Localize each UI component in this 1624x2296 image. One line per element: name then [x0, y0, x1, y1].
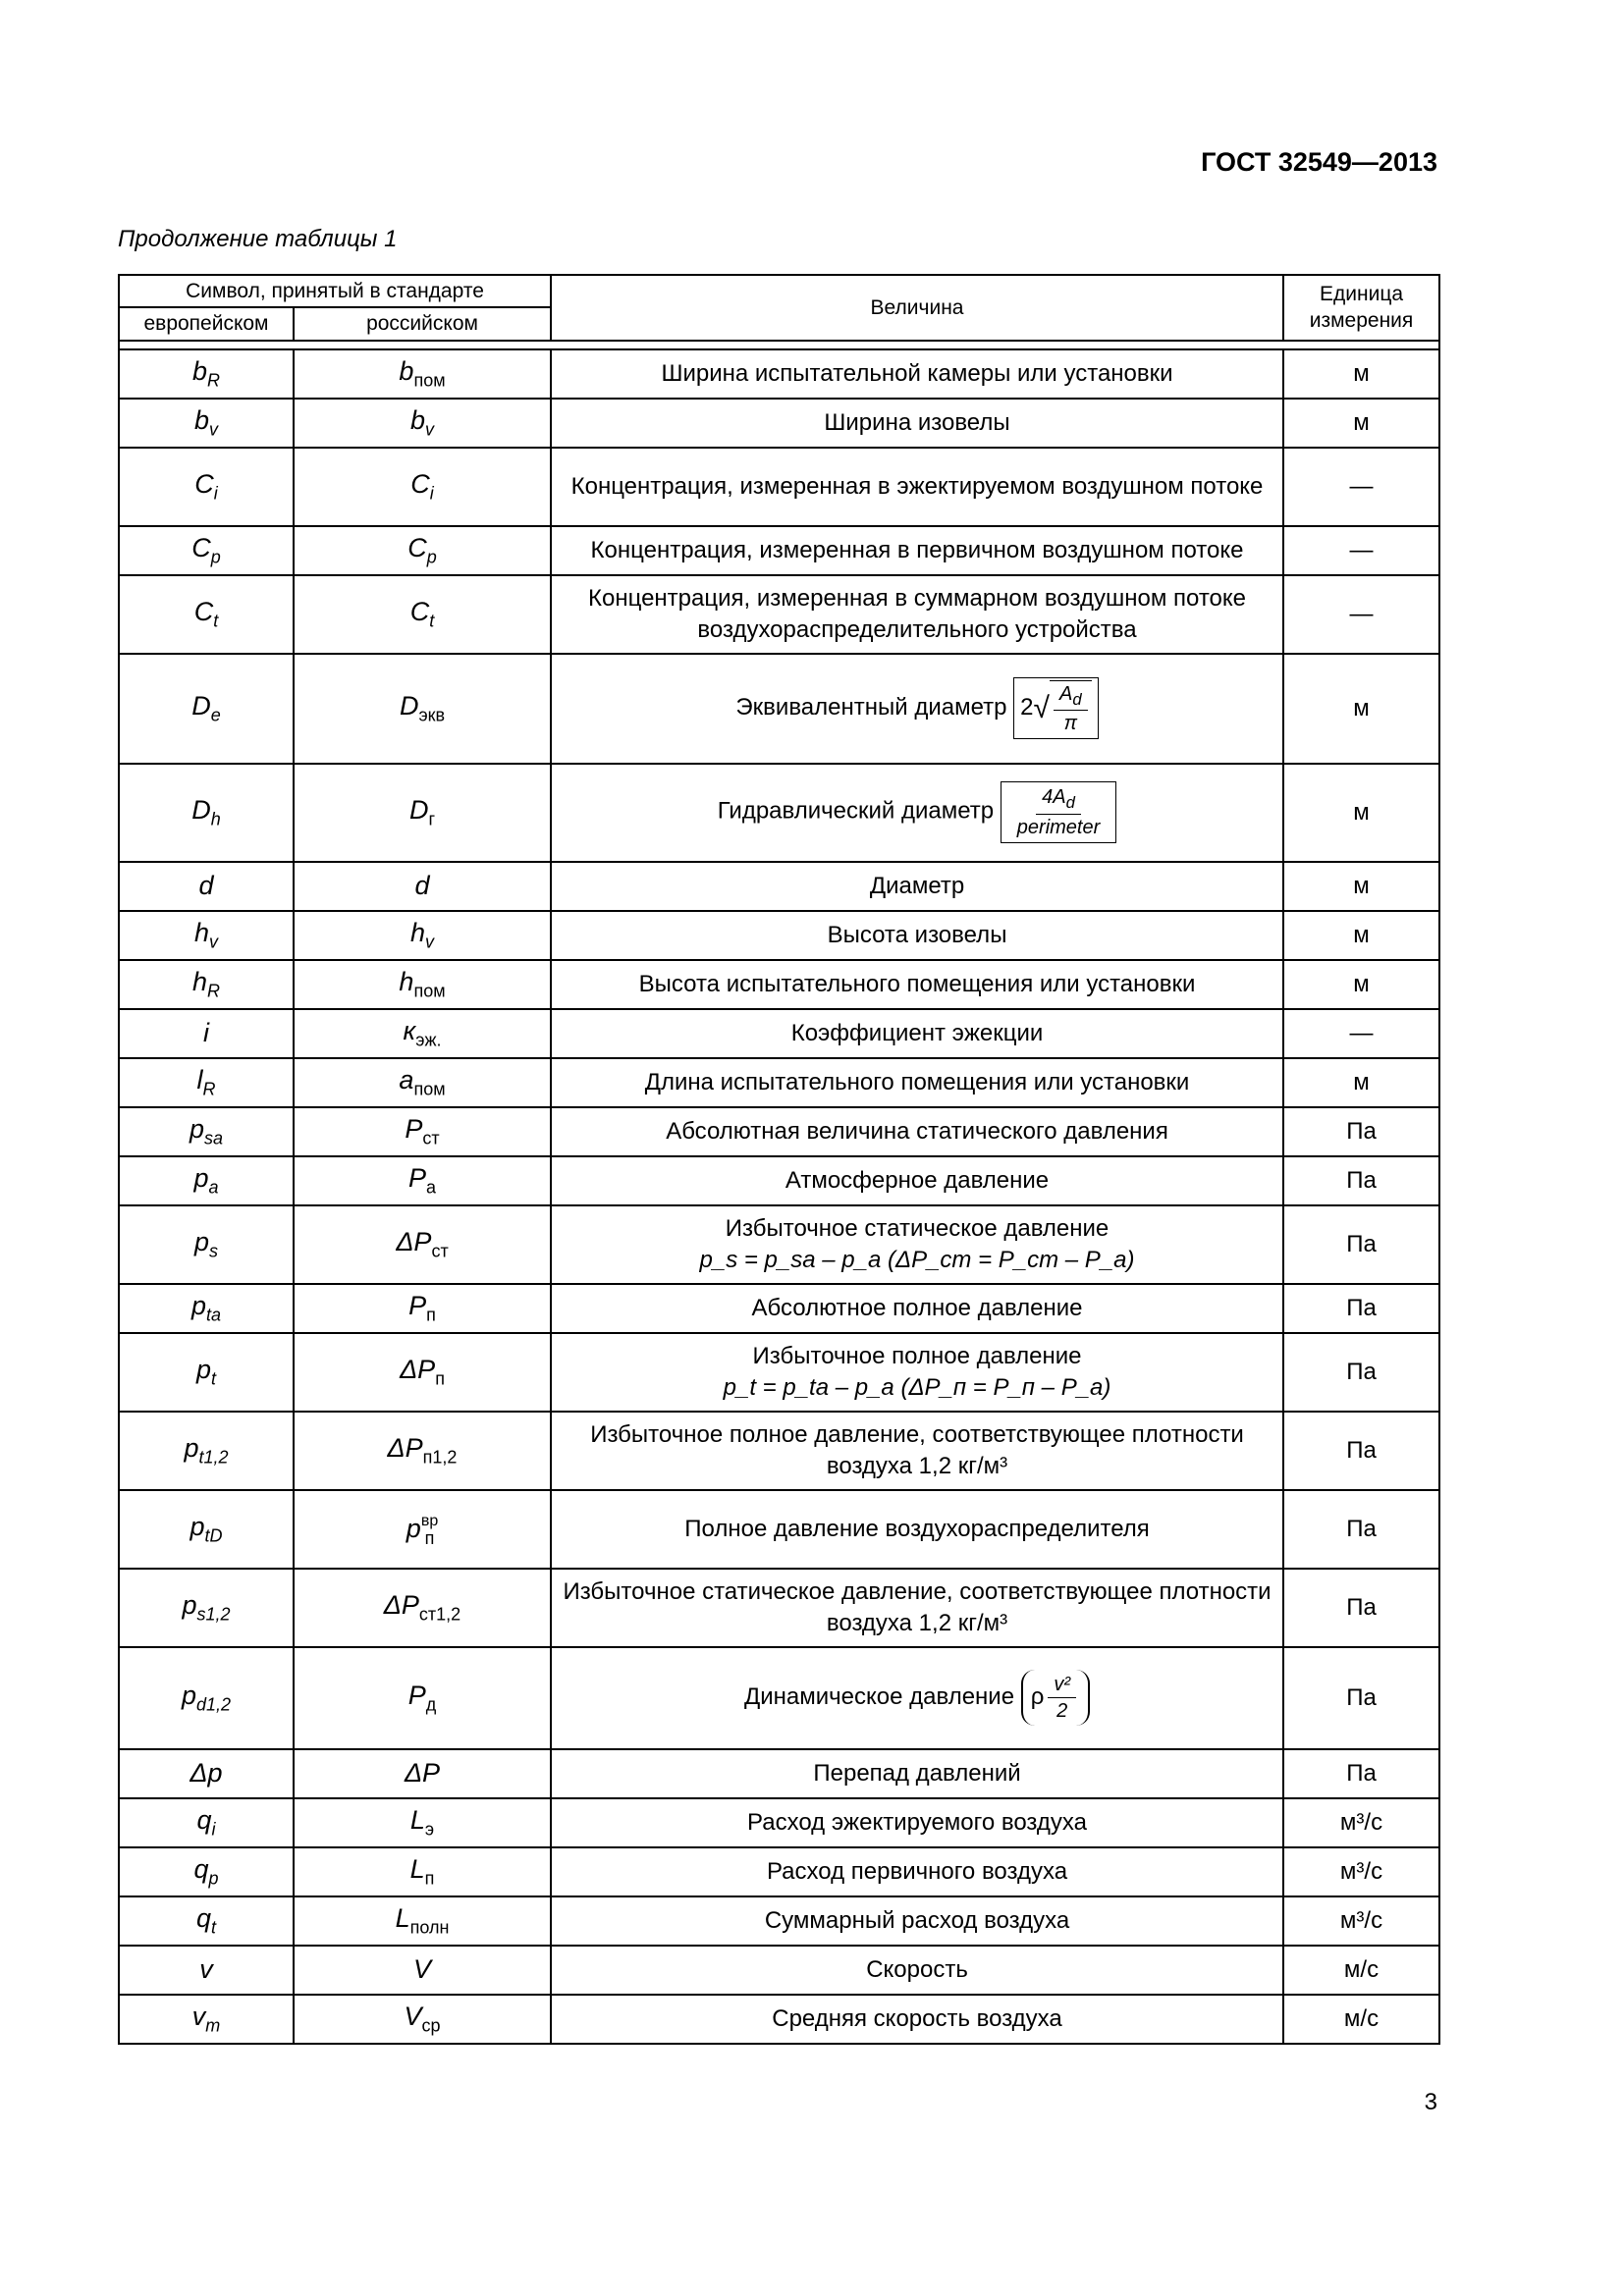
symbol-russian: V: [294, 1946, 551, 1995]
quantity-description: Высота испытательного помещения или установки: [551, 960, 1283, 1009]
unit-cell: м/с: [1283, 1995, 1439, 2044]
quantity-description: Концентрация, измеренная в первичном воздушном потоке: [551, 526, 1283, 575]
symbol-european: $v_m$: [119, 1995, 294, 2044]
formula: ρ $\frac{\text{v²}}{2}$: [1021, 1670, 1090, 1726]
symbol-russian: $b_{пом}$: [294, 349, 551, 399]
unit-cell: Па: [1283, 1284, 1439, 1333]
table-row: [119, 1333, 1439, 1412]
symbol-russian: $h_{пом}$: [294, 960, 551, 1009]
symbol-european: $l_R$: [119, 1058, 294, 1107]
unit-cell: Па: [1283, 1156, 1439, 1205]
quantity-description: Избыточное полное давление p_t = p_ta – p_a (ΔP_п = P_п – P_a): [551, 1333, 1283, 1412]
unit-cell: м: [1283, 654, 1439, 764]
symbol-russian: $\Delta P_п$: [294, 1333, 551, 1412]
symbol-european: v: [119, 1946, 294, 1995]
symbol-russian: $\Delta P_{п1,2}$: [294, 1412, 551, 1490]
unit-cell: —: [1283, 448, 1439, 526]
quantity-description: Коэффициент эжекции: [551, 1009, 1283, 1058]
symbol-russian: $D_{экв}$: [294, 654, 551, 764]
quantity-description: Эквивалентный диаметр 2 √ $\frac{A_d}{\pi}$: [551, 654, 1283, 764]
unit-cell: Па: [1283, 1205, 1439, 1284]
symbol-russian: $к_{эж.}$: [294, 1009, 551, 1058]
symbol-russian: $L_{полн}$: [294, 1896, 551, 1946]
symbol-european: $b_R$: [119, 349, 294, 399]
symbol-european: $D_h$: [119, 764, 294, 862]
table-row: [119, 575, 1439, 654]
table-row: [119, 1569, 1439, 1647]
symbol-european: d: [119, 862, 294, 911]
quantity-description: Скорость: [551, 1946, 1283, 1995]
table-row: [119, 1847, 1439, 1896]
quantity-description: Концентрация, измеренная в эжектируемом воздушном потоке: [551, 448, 1283, 526]
quantity-description: Избыточное полное давление, соответствующее плотности воздуха 1,2 кг/м³: [551, 1412, 1283, 1490]
symbol-european: $q_i$: [119, 1798, 294, 1847]
symbol-european: $b_v$: [119, 399, 294, 448]
symbol-russian: $C_i$: [294, 448, 551, 526]
unit-cell: м: [1283, 764, 1439, 862]
quantity-description: Полное давление воздухораспределителя: [551, 1490, 1283, 1569]
table-row: [119, 349, 1439, 399]
quantity-description: Атмосферное давление: [551, 1156, 1283, 1205]
symbol-russian: d: [294, 862, 551, 911]
symbol-european: $h_v$: [119, 911, 294, 960]
table-row: [119, 911, 1439, 960]
quantity-description: Абсолютная величина статического давления: [551, 1107, 1283, 1156]
document-code: ГОСТ 32549—2013: [1201, 147, 1437, 177]
table-row: [119, 526, 1439, 575]
table-row: [119, 1156, 1439, 1205]
symbol-russian: $C_p$: [294, 526, 551, 575]
symbol-russian: $C_t$: [294, 575, 551, 654]
table-row: [119, 1205, 1439, 1284]
table-row: [119, 1284, 1439, 1333]
symbol-russian: $P_д$: [294, 1647, 551, 1749]
unit-cell: Па: [1283, 1333, 1439, 1412]
quantity-description: Расход первичного воздуха: [551, 1847, 1283, 1896]
header-quantity: Величина: [551, 275, 1283, 341]
symbol-russian: $h_v$: [294, 911, 551, 960]
symbol-european: Δp: [119, 1749, 294, 1798]
table-row: [119, 1647, 1439, 1749]
table-row: [119, 1412, 1439, 1490]
unit-cell: Па: [1283, 1490, 1439, 1569]
header-european: европейском: [119, 307, 294, 340]
unit-cell: —: [1283, 1009, 1439, 1058]
symbol-russian: $P_а$: [294, 1156, 551, 1205]
header-unit: Единица измерения: [1283, 275, 1439, 341]
unit-cell: —: [1283, 526, 1439, 575]
quantity-description: Концентрация, измеренная в суммарном воздушном потоке воздухораспределительного устройства: [551, 575, 1283, 654]
quantity-description: Гидравлический диаметр $\frac{4A_d}{\text{perimeter}}$: [551, 764, 1283, 862]
table-row: [119, 1896, 1439, 1946]
symbol-russian: $b_v$: [294, 399, 551, 448]
table-continuation-label: Продолжение таблицы 1: [118, 226, 398, 252]
quantity-description: Перепад давлений: [551, 1749, 1283, 1798]
table-body: [119, 349, 1439, 2044]
quantity-description: Ширина изовелы: [551, 399, 1283, 448]
symbol-european: $p_a$: [119, 1156, 294, 1205]
symbol-russian: p вр п: [294, 1490, 551, 1569]
symbol-russian: $L_п$: [294, 1847, 551, 1896]
symbol-european: $p_{ta}$: [119, 1284, 294, 1333]
symbol-european: $q_t$: [119, 1896, 294, 1946]
symbol-russian: $V_{ср}$: [294, 1995, 551, 2044]
quantity-description: Абсолютное полное давление: [551, 1284, 1283, 1333]
symbol-european: i: [119, 1009, 294, 1058]
table-row: [119, 960, 1439, 1009]
unit-cell: м³/с: [1283, 1798, 1439, 1847]
symbol-european: $C_i$: [119, 448, 294, 526]
quantity-description: Ширина испытательной камеры или установки: [551, 349, 1283, 399]
unit-cell: м: [1283, 349, 1439, 399]
symbol-russian: $P_{ст}$: [294, 1107, 551, 1156]
quantity-description: Динамическое давление ρ $\frac{\text{v²}}{2}$: [551, 1647, 1283, 1749]
quantity-description: Избыточное статическое давление p_s = p_sa – p_a (ΔP_ст = P_ст – P_a): [551, 1205, 1283, 1284]
unit-cell: м: [1283, 911, 1439, 960]
table-row: [119, 1058, 1439, 1107]
quantity-description: Избыточное статическое давление, соответствующее плотности воздуха 1,2 кг/м³: [551, 1569, 1283, 1647]
symbol-european: $p_{s1,2}$: [119, 1569, 294, 1647]
symbol-european: $C_p$: [119, 526, 294, 575]
quantity-description: Расход эжектируемого воздуха: [551, 1798, 1283, 1847]
formula-text: p_t = p_ta – p_a (ΔP_п = P_п – P_a): [723, 1373, 1111, 1401]
quantity-description: Средняя скорость воздуха: [551, 1995, 1283, 2044]
table-row: [119, 764, 1439, 862]
symbol-european: $p_s$: [119, 1205, 294, 1284]
table-row: [119, 448, 1439, 526]
symbol-european: $D_e$: [119, 654, 294, 764]
symbol-european: $C_t$: [119, 575, 294, 654]
symbol-european: $p_{t1,2}$: [119, 1412, 294, 1490]
table-row: [119, 654, 1439, 764]
symbol-russian: $\Delta P_{ст1,2}$: [294, 1569, 551, 1647]
unit-cell: Па: [1283, 1749, 1439, 1798]
table-row: [119, 1798, 1439, 1847]
symbol-russian: ΔP: [294, 1749, 551, 1798]
unit-cell: м/с: [1283, 1946, 1439, 1995]
formula: 2 √ $\frac{A_d}{\pi}$: [1013, 677, 1098, 740]
unit-cell: м³/с: [1283, 1847, 1439, 1896]
table-row: [119, 1995, 1439, 2044]
unit-cell: Па: [1283, 1569, 1439, 1647]
symbol-european: $p_{tD}$: [119, 1490, 294, 1569]
formula-text: p_s = p_sa – p_a (ΔP_ст = P_ст – P_a): [699, 1246, 1135, 1273]
page-number: 3: [1424, 2089, 1437, 2115]
symbol-european: $p_t$: [119, 1333, 294, 1412]
quantity-description: Диаметр: [551, 862, 1283, 911]
symbol-russian: $L_э$: [294, 1798, 551, 1847]
header-symbol-group: Символ, принятый в стандарте: [119, 275, 551, 307]
symbol-russian: $\Delta P_{ст}$: [294, 1205, 551, 1284]
unit-cell: м: [1283, 1058, 1439, 1107]
symbol-russian: $D_г$: [294, 764, 551, 862]
unit-cell: м³/с: [1283, 1896, 1439, 1946]
formula: $\frac{4A_d}{\text{perimeter}}$: [1001, 781, 1116, 843]
unit-cell: Па: [1283, 1107, 1439, 1156]
table-row: [119, 1490, 1439, 1569]
symbol-russian: $P_п$: [294, 1284, 551, 1333]
symbols-table: [118, 274, 1440, 2045]
table-row: [119, 399, 1439, 448]
unit-cell: м: [1283, 960, 1439, 1009]
symbol-european: $q_p$: [119, 1847, 294, 1896]
symbol-european: $h_R$: [119, 960, 294, 1009]
symbol-european: $p_{sa}$: [119, 1107, 294, 1156]
unit-cell: Па: [1283, 1647, 1439, 1749]
unit-cell: м: [1283, 862, 1439, 911]
unit-cell: Па: [1283, 1412, 1439, 1490]
quantity-description: Длина испытательного помещения или установки: [551, 1058, 1283, 1107]
table-row: [119, 1749, 1439, 1798]
table-row: [119, 1009, 1439, 1058]
unit-cell: м: [1283, 399, 1439, 448]
table-row: [119, 862, 1439, 911]
symbol-european: $p_{d1,2}$: [119, 1647, 294, 1749]
quantity-description: Высота изовелы: [551, 911, 1283, 960]
quantity-description: Суммарный расход воздуха: [551, 1896, 1283, 1946]
header-russian: российском: [294, 307, 551, 340]
symbol-russian: $a_{пом}$: [294, 1058, 551, 1107]
table-row: [119, 1946, 1439, 1995]
table-row: [119, 1107, 1439, 1156]
unit-cell: —: [1283, 575, 1439, 654]
